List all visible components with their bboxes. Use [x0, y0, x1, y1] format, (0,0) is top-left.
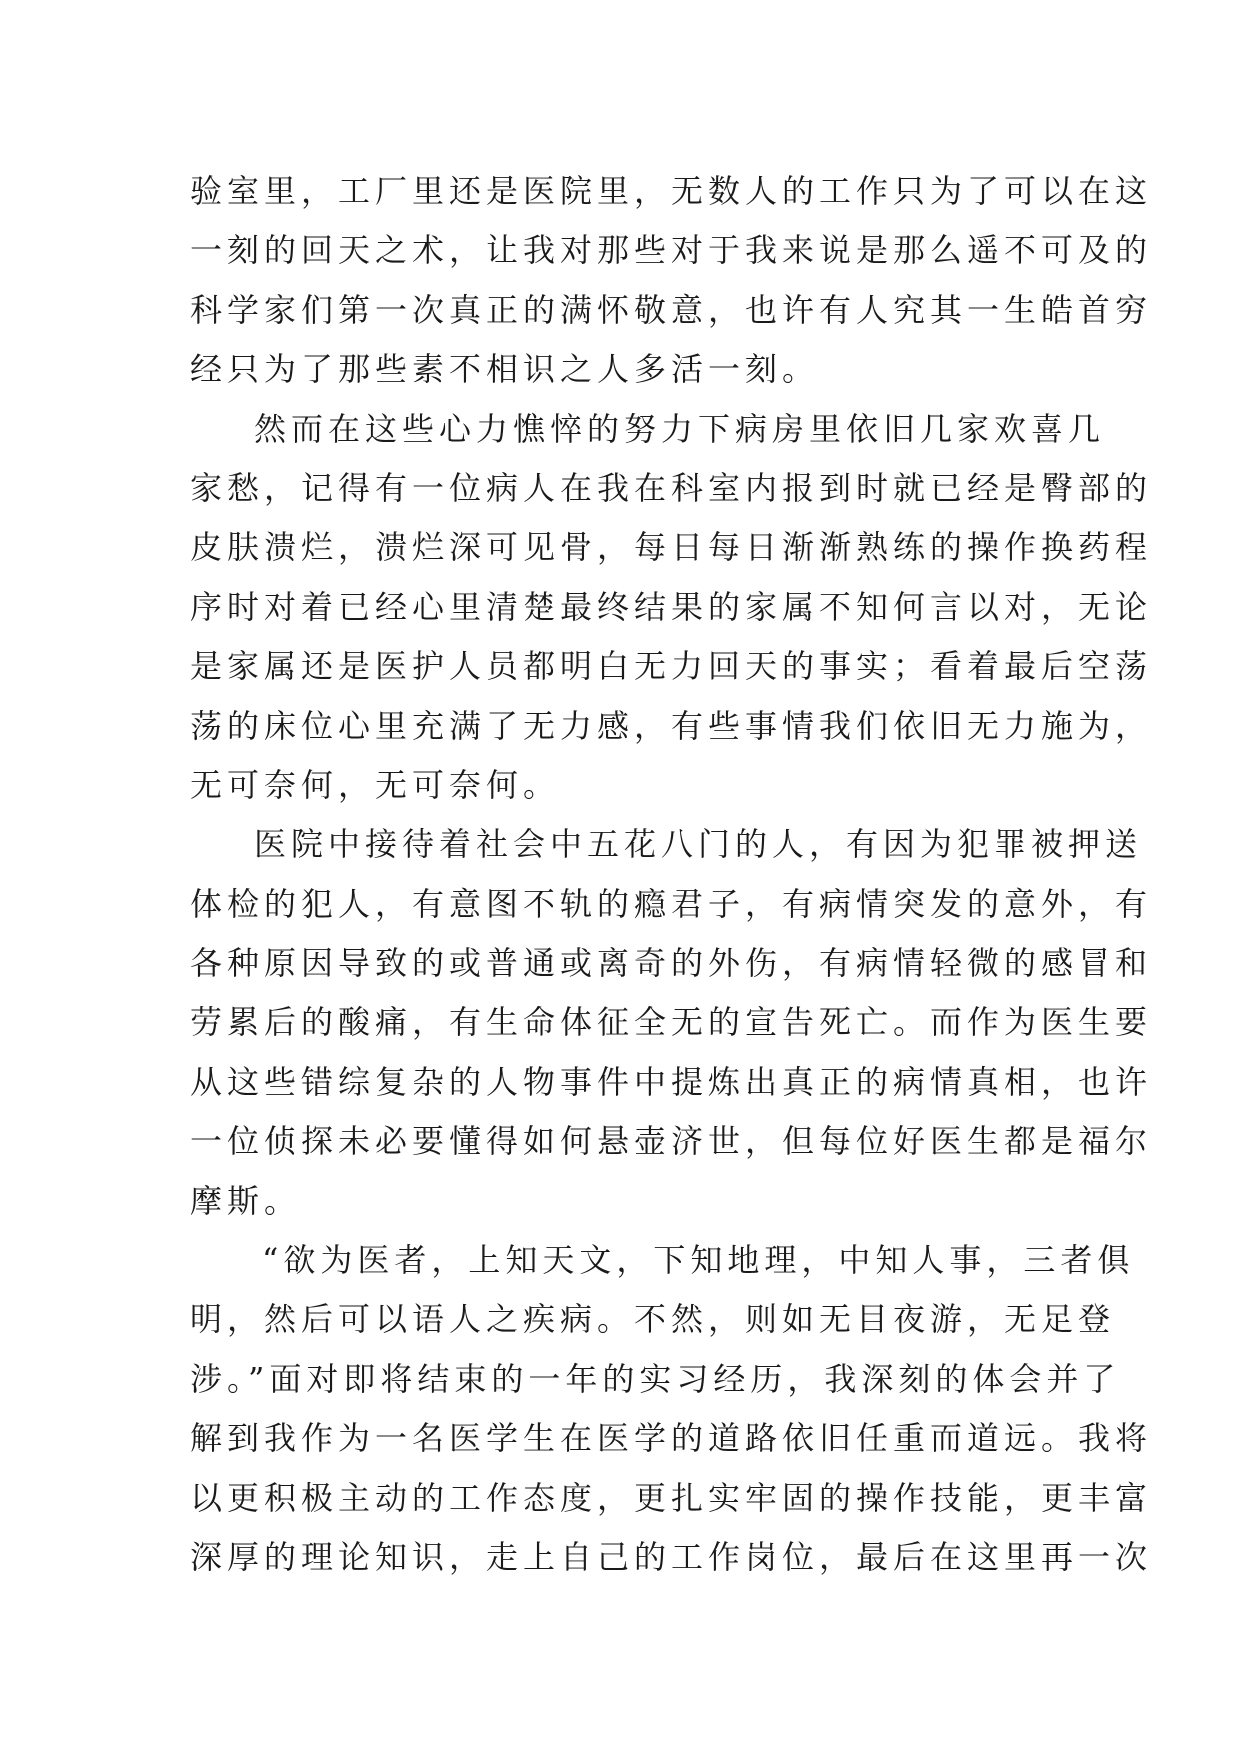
text-line: 从这些错综复杂的人物事件中提炼出真正的病情真相，也许	[190, 1062, 1153, 1101]
text-line: 解到我作为一名医学生在医学的道路依旧任重而道远。我将	[190, 1419, 1153, 1458]
text-line: 序时对着已经心里清楚最终结果的家属不知何言以对，无论	[190, 587, 1153, 626]
text-line: 劳累后的酸痛，有生命体征全无的宣告死亡。而作为医生要	[190, 1003, 1153, 1042]
text-line: 科学家们第一次真正的满怀敬意，也许有人究其一生皓首穷	[190, 290, 1153, 329]
text-line: 皮肤溃烂，溃烂深可见骨，每日每日渐渐熟练的操作换药程	[190, 528, 1153, 567]
text-line: 无可奈何，无可奈何。	[190, 765, 561, 804]
text-line: 体检的犯人，有意图不轨的瘾君子，有病情突发的意外，有	[190, 884, 1153, 923]
text-line: 家愁，记得有一位病人在我在科室内报到时就已经是臀部的	[190, 468, 1153, 507]
text-line: 摩斯。	[190, 1181, 302, 1220]
paragraph-first-line: “欲为医者，上知天文，下知地理，中知人事，三者俱	[262, 1241, 1135, 1280]
body-text	[190, 162, 1153, 1587]
text-line: 各种原因导致的或普通或离奇的外伤，有病情轻微的感冒和	[190, 944, 1153, 983]
text-line: 荡的床位心里充满了无力感，有些事情我们依旧无力施为，	[190, 706, 1153, 745]
paragraph-first-line: 医院中接待着社会中五花八门的人，有因为犯罪被押送	[254, 825, 1143, 864]
text-line: 是家属还是医护人员都明白无力回天的事实；看着最后空荡	[190, 647, 1153, 686]
text-line: 验室里，工厂里还是医院里，无数人的工作只为了可以在这	[190, 172, 1153, 210]
text-line: 经只为了那些素不相识之人多活一刻。	[190, 350, 820, 389]
text-line: 明，然后可以语人之疾病。不然，则如无目夜游，无足登	[190, 1300, 1116, 1339]
text-line: 涉。”面对即将结束的一年的实习经历，我深刻的体会并了	[190, 1359, 1121, 1398]
text-line: 一位侦探未必要懂得如何悬壶济世，但每位好医生都是福尔	[190, 1122, 1153, 1161]
text-line: 一刻的回天之术，让我对那些对于我来说是那么遥不可及的	[190, 231, 1153, 270]
paragraph-first-line: 然而在这些心力憔悴的努力下病房里依旧几家欢喜几	[254, 409, 1106, 448]
text-line: 以更积极主动的工作态度，更扎实牢固的操作技能，更丰富	[190, 1478, 1153, 1517]
text-line: 深厚的理论知识，走上自己的工作岗位，最后在这里再一次	[190, 1537, 1153, 1576]
